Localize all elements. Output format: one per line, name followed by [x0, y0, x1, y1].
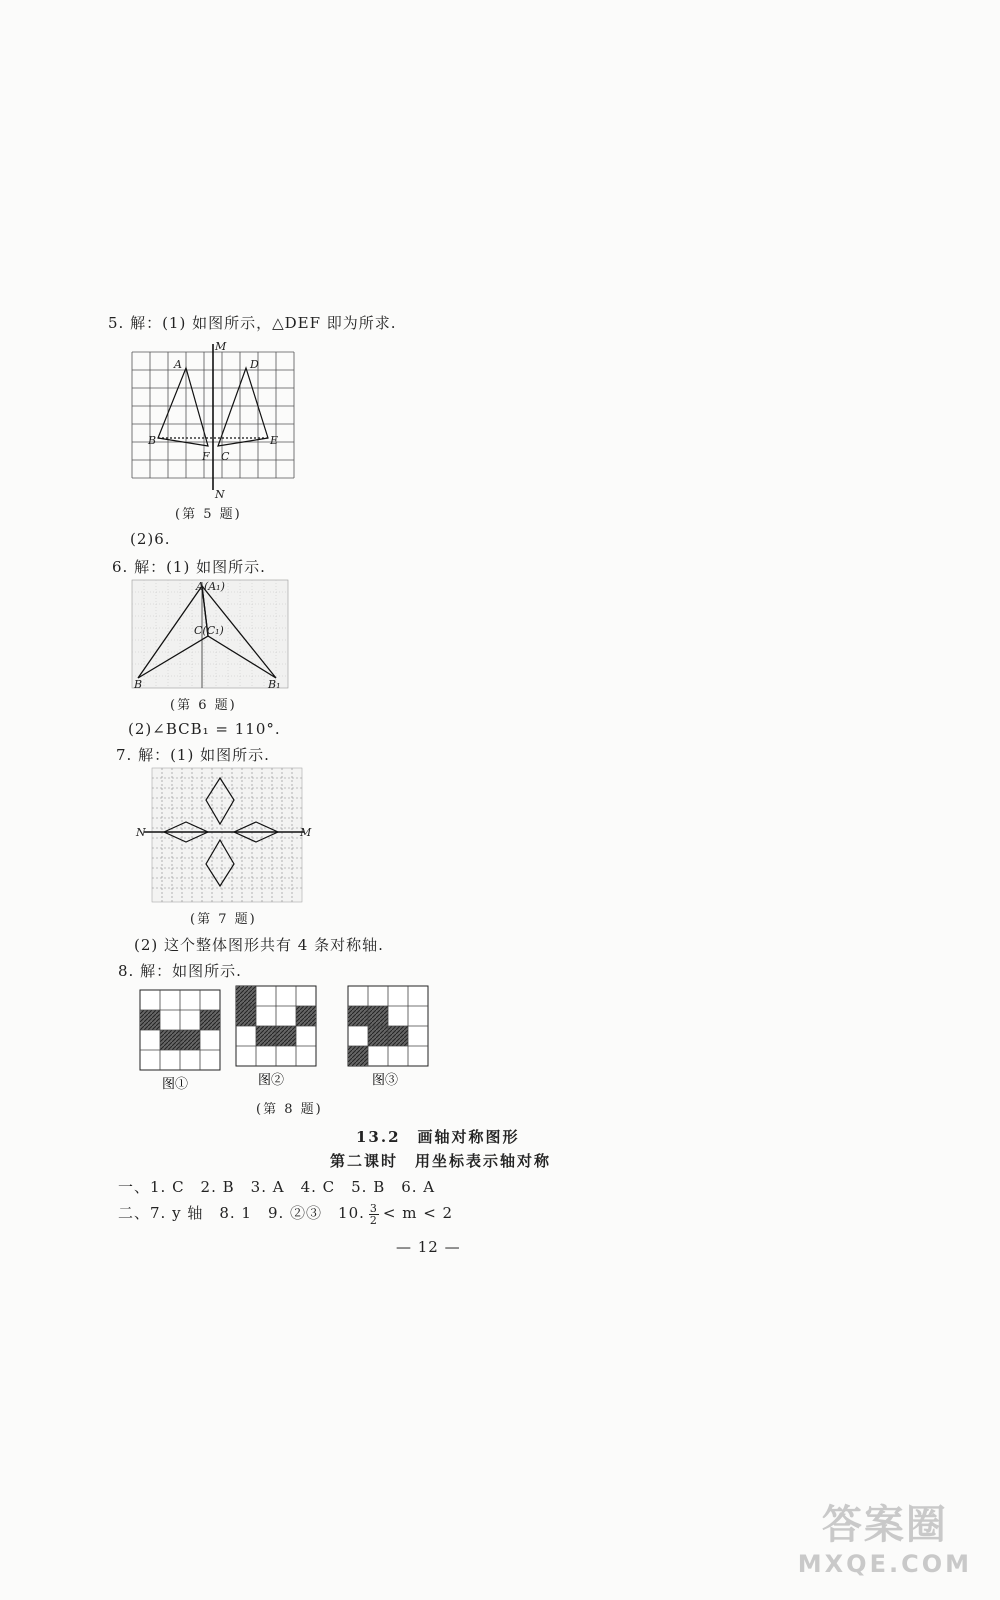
q5-caption: (第 5 题) [175, 507, 242, 522]
answers-part2-prefix: 二、7. y 轴 8. 1 9. ②③ 10. [118, 1204, 365, 1222]
q8-caption: (第 8 题) [256, 1102, 323, 1117]
q5-label-e: E [270, 434, 279, 447]
section-title: 13.2 画轴对称图形 [356, 1128, 520, 1146]
q6-part2: (2)∠BCB₁ = 110°. [128, 720, 281, 738]
q6-caption: (第 6 题) [170, 698, 237, 713]
q8-fig-label-3: 图③ [372, 1073, 399, 1088]
q7-label-m: M [300, 826, 312, 839]
q5-figure [128, 340, 308, 500]
section-subtitle: 第二课时 用坐标表示轴对称 [330, 1152, 552, 1170]
q5-label-n: N [215, 488, 225, 500]
answers-fraction [369, 1203, 379, 1226]
answers-part2-suffix: < m < 2 [382, 1204, 454, 1222]
q6-statement: 6. 解：(1) 如图所示. [112, 558, 266, 576]
q6-figure [130, 578, 290, 690]
q6-label-a: A(A₁) [196, 580, 225, 593]
q8-figures [136, 984, 446, 1094]
q7-statement: 7. 解：(1) 如图所示. [116, 746, 270, 764]
q5-label-f: F [202, 450, 210, 463]
q5-label-m: M [215, 340, 227, 353]
q5-label-a: A [174, 358, 182, 371]
q7-figure [134, 766, 314, 906]
q5-part2: (2)6. [130, 530, 171, 548]
q7-caption: (第 7 题) [190, 912, 257, 927]
q5-label-b: B [148, 434, 157, 447]
page-number: — 12 — [396, 1238, 461, 1256]
q6-label-b: B [134, 678, 143, 690]
q8-fig-label-1: 图① [162, 1077, 189, 1092]
q7-part2: (2) 这个整体图形共有 4 条对称轴. [134, 936, 384, 954]
q6-label-c: C(C₁) [194, 624, 224, 637]
q8-statement: 8. 解：如图所示. [118, 962, 242, 980]
watermark-line2: MXQE.COM [797, 1550, 972, 1578]
q6-label-b1: B₁ [268, 678, 281, 690]
watermark-logo [798, 1493, 972, 1578]
fraction-denominator: 2 [369, 1213, 378, 1227]
q8-fig-label-2: 图② [258, 1073, 285, 1088]
q5-label-d: D [250, 358, 259, 371]
q7-label-n: N [136, 826, 146, 839]
fraction-numerator: 3 [369, 1201, 378, 1215]
q5-label-c: C [221, 450, 230, 463]
q5-statement: 5. 解：(1) 如图所示，△DEF 即为所求. [108, 314, 397, 332]
answers-part2 [118, 1202, 453, 1226]
watermark-line1: 答案圈 [821, 1501, 948, 1548]
answers-part1: 一、1. C 2. B 3. A 4. C 5. B 6. A [118, 1178, 436, 1196]
